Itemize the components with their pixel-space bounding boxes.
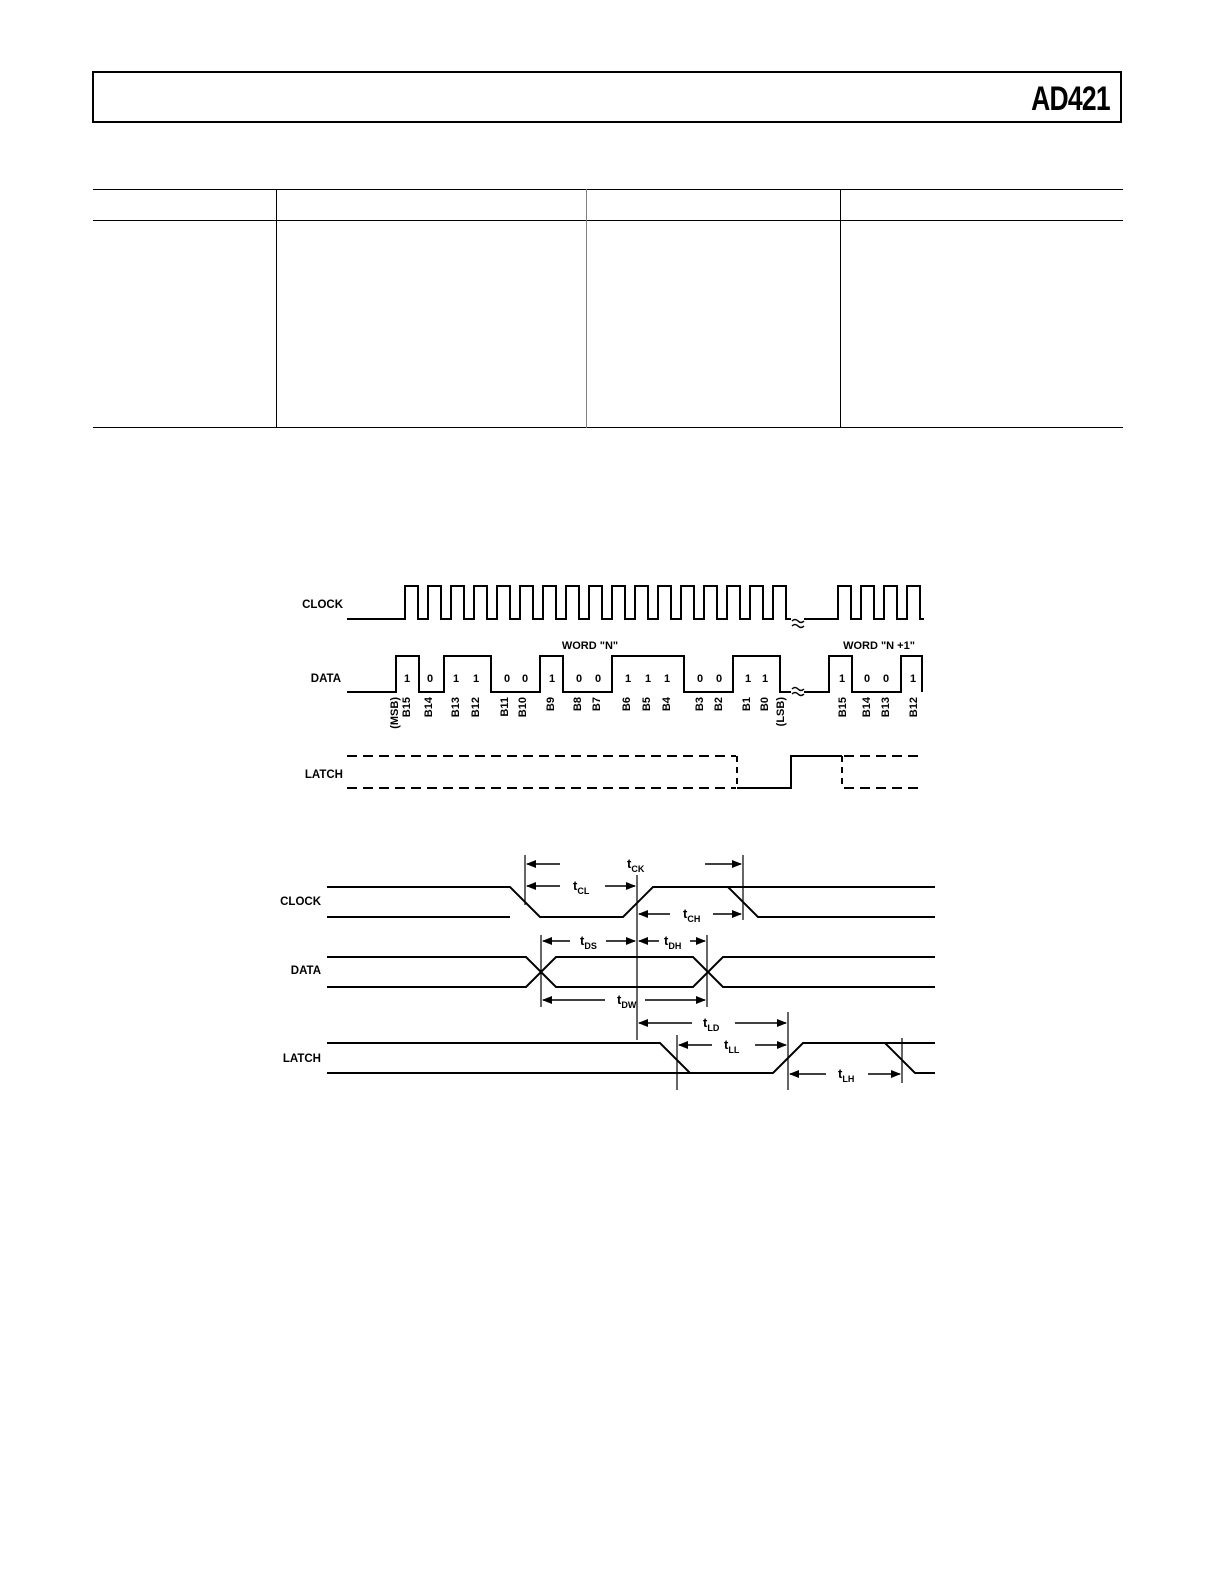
data-bit-value: 0 — [521, 673, 529, 685]
bit-label: B6 — [621, 697, 633, 712]
data-line-lower — [327, 957, 935, 987]
data-bit-value: 0 — [503, 673, 511, 685]
bit-label: B2 — [713, 697, 725, 712]
latch-waveform — [737, 756, 842, 788]
tck-label: $t_{CK}$ — [627, 856, 645, 874]
tcl-label: $t_{CL}$ — [573, 878, 590, 896]
bit-label: B3 — [694, 697, 706, 712]
data-bit-value-next: 1 — [838, 673, 846, 685]
data-bit-value: 0 — [426, 673, 434, 685]
data-bit-value: 1 — [744, 673, 752, 685]
data-bit-value-next: 0 — [863, 673, 871, 685]
data-bit-value: 1 — [403, 673, 411, 685]
tds-label: $t_{DS}$ — [580, 933, 597, 951]
bit-label-next: B15 — [837, 697, 849, 718]
data-bit-value: 1 — [663, 673, 671, 685]
data-bit-value: 0 — [594, 673, 602, 685]
data-bit-value: 1 — [452, 673, 460, 685]
bit-label: B8 — [572, 697, 584, 712]
timing-latch-label: LATCH — [282, 1053, 321, 1065]
table-column-divider — [840, 189, 841, 428]
data-bit-value: 1 — [644, 673, 652, 685]
word-n1-label: WORD "N +1" — [843, 640, 915, 652]
tld-label: $t_{LD}$ — [703, 1015, 720, 1033]
bit-label: B4 — [661, 697, 673, 712]
clock-waveform — [347, 586, 791, 619]
data-bit-value: 1 — [761, 673, 769, 685]
latch-label: LATCH — [304, 769, 343, 781]
data-bit-value: 1 — [548, 673, 556, 685]
tdw-label: $t_{DW}$ — [617, 992, 637, 1010]
bit-label: B15 — [401, 697, 413, 718]
table-top-rule — [93, 189, 1123, 190]
bit-label: B10 — [517, 697, 529, 718]
bit-label-next: B12 — [908, 697, 920, 718]
data-bit-value-next: 0 — [882, 673, 890, 685]
msb-label: (MSB) — [389, 697, 401, 729]
tdh-label: $t_{DH}$ — [664, 933, 682, 951]
bit-label: B7 — [591, 697, 603, 712]
part-number: AD421 — [1031, 80, 1110, 118]
tch-label: $t_{CH}$ — [683, 906, 701, 924]
lsb-label: (LSB) — [775, 697, 787, 727]
bit-label-next: B13 — [880, 697, 892, 718]
data-bit-value-next: 1 — [909, 673, 917, 685]
serial-interface-diagram — [0, 570, 1225, 810]
clock-waveform-next — [804, 586, 924, 619]
data-bit-value: 1 — [472, 673, 480, 685]
clock-high-line — [327, 887, 935, 917]
bit-label: B5 — [641, 697, 653, 712]
table-bottom-rule — [93, 427, 1123, 428]
bit-label: B12 — [470, 697, 482, 718]
timing-diagram — [0, 845, 1225, 1095]
timing-clock-label: CLOCK — [280, 896, 321, 908]
timing-data-label: DATA — [290, 965, 321, 977]
table-column-divider — [586, 189, 587, 428]
bit-label: B11 — [499, 697, 511, 717]
clock-label: CLOCK — [302, 599, 343, 611]
bit-label-next: B14 — [861, 697, 873, 718]
spec-table — [93, 189, 1123, 429]
break-mark-icon — [792, 620, 804, 696]
data-label: DATA — [310, 673, 341, 685]
bit-label: B13 — [450, 697, 462, 718]
data-bit-value: 1 — [624, 673, 632, 685]
word-n-label: WORD "N" — [561, 640, 619, 652]
data-bit-value: 0 — [715, 673, 723, 685]
data-bit-value: 0 — [575, 673, 583, 685]
bit-label: B0 — [759, 697, 771, 712]
data-line-upper — [327, 957, 935, 987]
data-waveform — [347, 656, 791, 692]
tlh-label: $t_{LH}$ — [838, 1066, 855, 1084]
data-bit-value: 0 — [696, 673, 704, 685]
latch-line-upper — [327, 1043, 935, 1073]
bit-label: B1 — [741, 697, 753, 712]
table-column-divider — [276, 189, 277, 428]
header-box — [92, 71, 1122, 123]
bit-label: B9 — [545, 697, 557, 712]
tll-label: $t_{LL}$ — [724, 1037, 740, 1055]
table-header-rule — [93, 220, 1123, 221]
bit-label: B14 — [423, 697, 435, 718]
